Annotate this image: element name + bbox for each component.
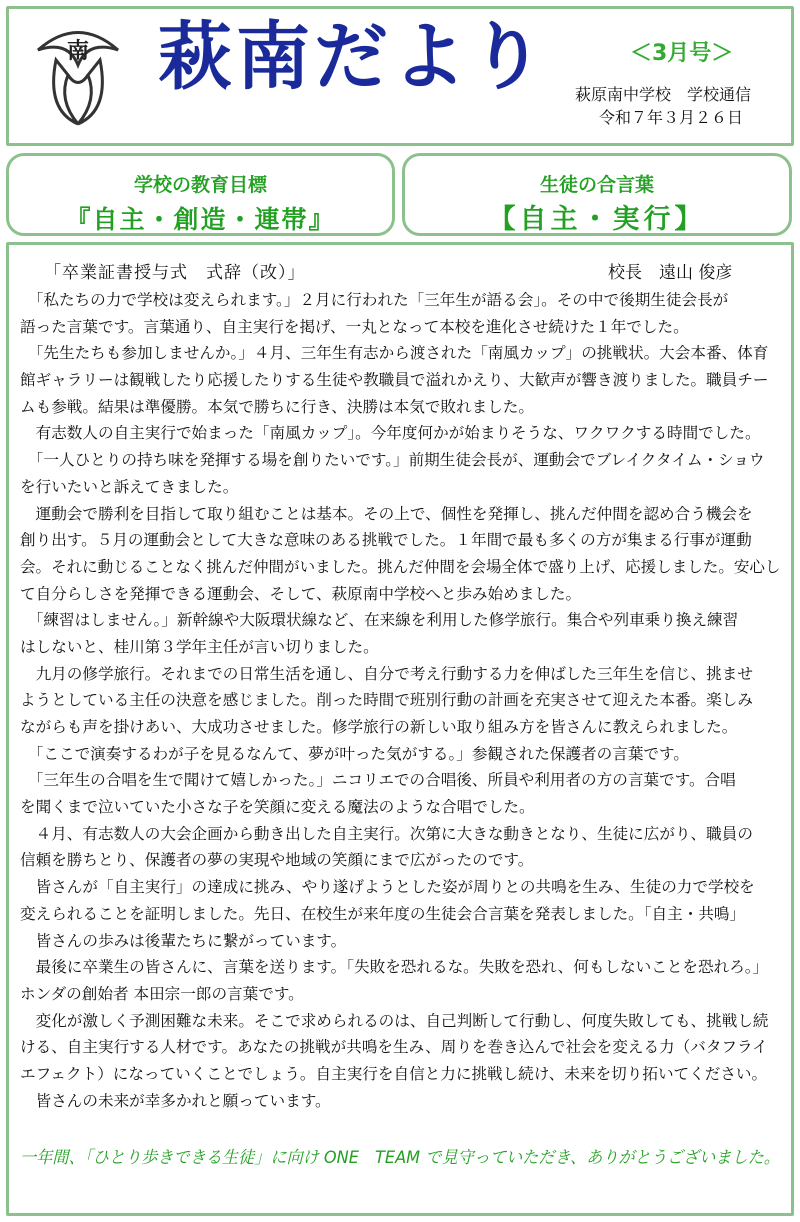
article-line: 「三年生の合唱を生で聞けて嬉しかった。」ニコリエでの合唱後、所員や利用者の方の言葉です。合唱	[20, 771, 736, 790]
article-line: 館ギャラリーは観戦したり応援したりする生徒や教職員で溢れかえり、大歓声が響き渡りました。職員チー	[20, 371, 769, 390]
article-line: 「私たちの力で学校は変えられます。」２月に行われた「三年生が語る会」。その中で後期生徒会長が	[20, 291, 729, 309]
article-line: ４月、有志数人の大会企画から動き出した自主実行。次第に大きな動きとなり、生徒に広がり、職員の	[20, 824, 753, 843]
article-line: ホンダの創始者 本田宗一郎の言葉です。	[20, 984, 304, 1003]
article-line: 運動会で勝利を目指して取り組むことは基本。その上で、個性を発揮し、挑んだ仲間を認め合う機会を	[20, 504, 753, 523]
article-line: を聞くまで泣いていた小さな子を笑顔に変える魔法のような合唱でした。	[20, 798, 535, 817]
article-line: て自分らしさを発揮できる運動会、そして、萩原南中学校へと歩み始めました。	[20, 584, 582, 603]
article-line: 「練習はしません。」新幹線や大阪環状線など、在来線を利用した修学旅行。集合や列車乗り換え練習	[20, 611, 739, 630]
article-line: ける、自主実行する人材です。あなたの挑戦が共鳴を生み、周りを巻き込んで社会を変える力（バタフライ	[20, 1038, 768, 1057]
education-goal-box	[6, 153, 395, 236]
article-line: 創り出す。５月の運動会として大きな意味のある挑戦でした。１年間で最も多くの方が集まる行事が運動	[20, 531, 752, 550]
article-line: ようとしている主任の決意を感じました。削った時間で班別行動の計画を充実させて迎えた本番。楽しみ	[20, 691, 753, 710]
article-line: 有志数人の自主実行で始まった「南風カップ」。今年度何かが始まりそうな、ワクワクする時間でした。	[20, 424, 761, 443]
article-byline: 校長 遠山 俊彦	[608, 263, 733, 283]
article-line: 変化が激しく予測困難な未来。そこで求められるのは、自己判断して行動し、何度失敗しても、挑戦し続	[20, 1011, 769, 1030]
article-line: ムも参戦。結果は準優勝。本気で勝ちに行き、決勝は本気で敗れました。	[20, 397, 534, 416]
article-line: 「ここで演奏するわが子を見るなんて、夢が叶った気がする。」参観された保護者の言葉です。	[20, 744, 689, 763]
article-line: はしないと、桂川第３学年主任が言い切りました。	[20, 637, 379, 656]
article-line: 皆さんの未来が幸多かれと願っています。	[20, 1091, 331, 1110]
school-name: 萩原南中学校 学校通信	[575, 85, 752, 104]
article-line: 九月の修学旅行。それまでの日常生活を通し、自分で考え行動する力を伸ばした三年生を信じ、挑ませ	[20, 664, 753, 683]
education-goal-title: 学校の教育目標	[133, 174, 267, 196]
article-line: 語った言葉です。言葉通り、自主実行を掲げ、一丸となって本校を進化させ続けた１年でした。	[20, 317, 689, 336]
newsletter-title: 萩南だより	[158, 14, 548, 100]
emblem-text: 南	[66, 39, 90, 64]
article-line: 変えられることを証明しました。先日、在校生が来年度の生徒会合言葉を発表しました。「自主・共鳴」	[20, 904, 746, 923]
article-line: 「一人ひとりの持ち味を発揮する場を創りたいです。」前期生徒会長が、運動会でブレイクタイム・ショウ	[20, 451, 765, 470]
article-line: エフェクト）になっていくことでしょう。自主実行を自信と力に挑戦し続け、未来を切り拓いてください。	[20, 1064, 768, 1083]
student-motto-title: 生徒の合言葉	[539, 174, 654, 196]
student-motto-box	[402, 153, 792, 236]
issue-label: ＜3月号＞	[630, 41, 734, 66]
article-line: 「先生たちも参加しませんか。」４月、三年生有志から渡された「南風カップ」の挑戦状。大会本番、体育	[20, 344, 769, 363]
article-line: 最後に卒業生の皆さんに、言葉を送ります。「失敗を恐れるな。失敗を恐れ、何もしないことを恐れろ。」	[20, 958, 769, 977]
article-line: 会。それに動じることなく挑んだ仲間がいました。挑んだ仲間を会場全体で盛り上げ、応援しました。安心し	[20, 557, 781, 576]
article-body	[20, 287, 780, 1114]
article-title: 「卒業証書授与式 式辞（改）」	[44, 263, 306, 283]
closing-message: 一年間、「ひとり歩きできる生徒」に向け ONE TEAM で見守っていただき、ありがとうございました。	[20, 1148, 780, 1168]
article-line: 皆さんが「自主実行」の達成に挑み、やり遂げようとした姿が周りとの共鳴を生み、生徒の力で学校を	[20, 878, 755, 897]
education-goal-value: 『自主・創造・連帯』	[65, 205, 336, 234]
article-line: を行いたいと訴えてきました。	[20, 477, 239, 496]
article-line: ながらも声を掛けあい、大成功させました。修学旅行の新しい取り組み方を皆さんに教えられました。	[20, 718, 738, 736]
article-line: 信頼を勝ちとり、保護者の夢の実現や地域の笑顔にまで広がったのです。	[20, 851, 534, 870]
school-emblem-logo	[28, 20, 128, 130]
student-motto-value: 【自主・実行】	[488, 204, 706, 235]
issue-date: 令和７年３月２６日	[599, 108, 744, 127]
article-line: 皆さんの歩みは後輩たちに繋がっています。	[20, 931, 347, 950]
